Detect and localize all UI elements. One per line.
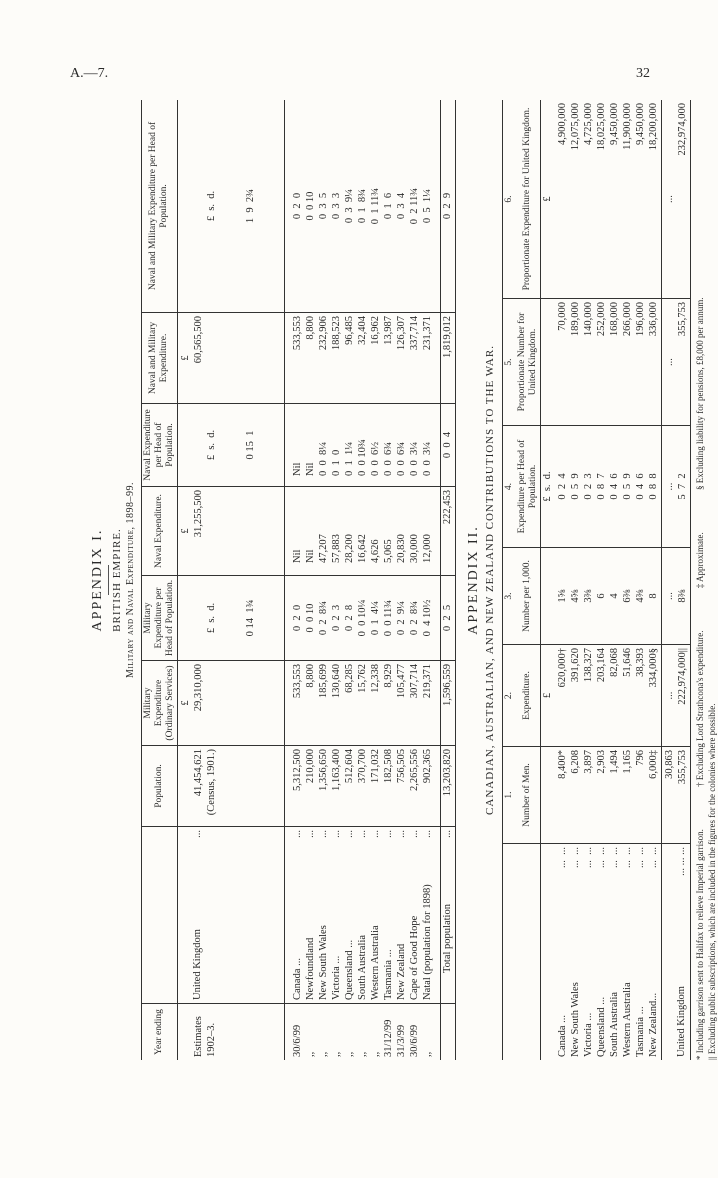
a2-total-men: 30,863 <box>663 750 675 779</box>
a2-uk-pe: 232,974,000 <box>676 103 688 156</box>
col-naval-military: Naval and Military Expenditure. <box>142 313 178 404</box>
eph-unit: £ s. d. <box>540 426 555 548</box>
table-row-units <box>540 100 555 1060</box>
exp-unit: £ <box>540 645 555 747</box>
a2-uk-exp: 222,974,000|| <box>676 648 688 705</box>
uk-naval-military-per-head: 1 9 2¾ <box>244 188 256 224</box>
a2-total-pe: ... <box>663 195 675 203</box>
uk-military-per-head: 0 14 1¾ <box>244 599 256 637</box>
colony-naval-per-head: Nil Nil 0 0 8¼ 0 1 0 0 1 1¼ 0 0 10¾ 0 0 6½ 0 0 6¾ 0 0 6¾ 0 0 3¼ 0 0 3¼ <box>284 404 440 487</box>
uk-naval: 31,255,500 <box>192 490 204 538</box>
col-num-1: 1. <box>502 747 515 844</box>
footnote-3: ‡ Approximate. <box>694 532 705 589</box>
a2-total-eph: ... <box>663 482 675 491</box>
table-row-total <box>440 100 455 1060</box>
footnotes <box>694 100 718 1060</box>
a2-uk-men: 355,753 <box>676 750 688 785</box>
footnote-2: † Excluding Lord Strathcona's expenditure. <box>694 630 705 787</box>
a2-prop-expenditure: 4,900,000 12,075,000 4,725,000 18,025,000 9,450,000 11,900,000 9,450,000 18,200,000 <box>555 100 662 299</box>
a2-uk-dots: ... ... ... <box>675 847 687 876</box>
col-naval: Naval Expenditure. <box>142 487 178 576</box>
col-expenditure: Expenditure. <box>516 645 540 747</box>
uk-military: 29,310,000 <box>192 664 204 712</box>
colony-naval: Nil Nil 47,207 57,883 28,200 16,642 4,626 5,065 20,830 30,000 12,000 <box>284 487 440 576</box>
uk-census: (Census, 1901.) <box>205 749 217 816</box>
a2-uk-per1000: 8⅜ <box>676 589 688 603</box>
a2-total-per1000: ... <box>663 592 675 600</box>
col-num-3: 3. <box>502 548 515 645</box>
uk-nm-unit: £ <box>179 355 191 361</box>
col-naval-military-per-head: Naval and Military Expenditure per Head of Population. <box>142 100 178 313</box>
col-military: Military Expenditure (Ordinary Services) <box>142 661 178 746</box>
uk-mil-unit: £ <box>179 700 191 706</box>
divider <box>108 565 109 595</box>
uk-nav-unit: £ <box>179 528 191 534</box>
col-prop-expenditure: Proportionate Expenditure for United Kingdom. <box>516 100 540 299</box>
uk-population: 41,454,621 <box>192 749 204 797</box>
a2-expenditure: 620,000† 391,620 138,327 203,164 82,068 51,646 38,393 334,000§ <box>555 645 662 747</box>
col-num-2: 2. <box>502 645 515 747</box>
footnote-5: || Excluding public subscriptions, which are included in the figures for the colonies where possible. <box>706 703 717 1060</box>
col-population: Population. <box>142 746 178 827</box>
appendix-1-table <box>141 100 456 1060</box>
appendix-1-subtitle-2: Military and Naval Expenditure, 1898–99. <box>125 482 136 679</box>
total-naval: 222,453 <box>440 487 455 576</box>
col-a2-name <box>516 844 540 1061</box>
appendix-2-table <box>502 100 691 1060</box>
rotated-content <box>90 100 717 1060</box>
appendix-1-subtitle: BRITISH EMPIRE. <box>111 528 123 632</box>
col-naval-per-head: Naval Expenditure per Head of Population. <box>142 404 178 487</box>
col-num-6: 6. <box>502 100 515 299</box>
colony-dots: ... ... ... ... ... ... ... ... ... ... ... <box>291 830 433 838</box>
table-row-contributions <box>555 100 662 1060</box>
a2-names: Canada ... New South Wales Victoria ... Queensland ... South Australia Western Australia Tasmania ... New Zealand... <box>556 982 659 1057</box>
total-population: 13,203,820 <box>440 746 455 827</box>
uk-year: Estimates 1902–3. <box>192 1016 217 1057</box>
table-row-uk-total <box>661 100 690 1060</box>
uk-nav-ph-unit: £ s. d. <box>205 429 217 461</box>
table-row-colonies <box>284 100 440 1060</box>
a2-men: 8,400* 6,208 3,897 2,903 1,494 1,165 796 6,000‡ <box>555 747 662 844</box>
table-row-uk <box>177 100 284 1060</box>
uk-name: United Kingdom <box>191 929 203 1000</box>
footnote-4: § Excluding liability for pensions, £8,000 per annum. <box>694 297 705 490</box>
a2-uk-eph: 5 7 2 <box>676 473 688 500</box>
page-number: 32 <box>636 66 650 81</box>
page-ref: A.—7. <box>70 66 109 81</box>
colony-names: Canada ... Newfoundland New South Wales Victoria ... Queensland ... South Australia Western Australia Tasmania ... New Zealand Cape of Good Hope Natal (population for 1898) <box>291 884 433 1000</box>
colony-population: 5,312,500 210,000 1,356,650 1,163,400 512,604 370,700 171,032 182,508 756,505 2,265,556 902,365 <box>284 746 440 827</box>
col-year: Year ending <box>153 1009 164 1055</box>
pe-unit: £ <box>540 100 555 299</box>
total-dots: ... <box>441 830 453 838</box>
footnote-1: * Including garrison sent to Halifax to relieve Imperial garrison. <box>694 829 705 1060</box>
total-military: 1,596,559 <box>440 661 455 746</box>
col-men: Number of Men. <box>516 747 540 844</box>
col-num-4: 4. <box>502 426 515 548</box>
a2-dots: ... ... ... ... ... ... ... ... ... ... ... ... ... ... ... ... <box>556 847 659 868</box>
total-naval-military-per-head: 0 2 9 <box>440 100 455 313</box>
colony-naval-military: 533,553 8,800 232,906 188,523 96,485 32,404 16,962 13,987 126,307 337,714 231,371 <box>284 313 440 404</box>
col-per-1000: Number per 1,000. <box>516 548 540 645</box>
total-label: Total population <box>441 904 453 973</box>
appendix-2-subtitle: CANADIAN, AUSTRALIAN, AND NEW ZEALAND CONTRIBUTIONS TO THE WAR. <box>483 345 496 815</box>
a2-total-pn: ... <box>663 358 675 366</box>
uk-naval-military: 60,565,500 <box>192 316 204 364</box>
colony-military-per-head: 0 2 0 0 0 10 0 2 8¾ 0 2 3 0 2 8 0 0 10¼ 0 1 4¼ 0 0 11¾ 0 2 9¼ 0 2 8¾ 0 4 10½ <box>284 576 440 661</box>
a2-exp-per-head: 0 2 4 0 5 9 0 2 3 0 8 7 0 4 6 0 5 9 0 4 6 0 8 8 <box>555 426 662 548</box>
total-naval-per-head: 0 0 4 <box>440 404 455 487</box>
col-military-per-head: Military Expenditure per Head of Population. <box>142 576 178 661</box>
a2-uk-label: United Kingdom <box>675 986 687 1057</box>
col-prop-number: Proportionate Number for United Kingdom. <box>516 299 540 426</box>
a2-per-1000: 1⅝ 4⅝ 3⅜ 6 4 6⅜ 4⅜ 8 <box>555 548 662 645</box>
a2-total-exp: ... <box>663 691 675 700</box>
uk-naval-per-head: 0 15 1 <box>244 430 256 460</box>
col-exp-per-head: Expenditure per Head of Population. <box>516 426 540 548</box>
uk-nm-ph-unit: £ s. d. <box>205 190 217 222</box>
a2-uk-pn: 355,753 <box>676 302 688 337</box>
colony-years: 30/6/99 ,, ,, ,, ,, ,, ,, 31/12/99 31/3/99 30/6/99 ,, <box>291 1019 433 1057</box>
colony-military: 533,553 8,800 185,699 130,640 68,285 15,762 12,338 8,929 105,477 307,714 219,371 <box>284 661 440 746</box>
total-naval-military: 1,819,012 <box>440 313 455 404</box>
col-num-5: 5. <box>502 299 515 426</box>
a2-prop-number: 70,000 189,000 140,000 252,000 168,000 266,000 196,000 336,000 <box>555 299 662 426</box>
appendix-2-heading: APPENDIX II. <box>465 525 481 635</box>
total-military-per-head: 0 2 5 <box>440 576 455 661</box>
colony-naval-military-per-head: 0 2 0 0 0 10 0 3 5 0 3 3 0 3 9¼ 0 1 8¾ 0 1 11¾ 0 1 6 0 3 4 0 2 11¾ 0 5 1¼ <box>284 100 440 313</box>
uk-dots: ... <box>191 830 203 838</box>
col-name <box>142 827 178 1004</box>
uk-mil-ph-unit: £ s. d. <box>205 602 217 634</box>
appendix-1-heading: APPENDIX I. <box>90 528 105 632</box>
